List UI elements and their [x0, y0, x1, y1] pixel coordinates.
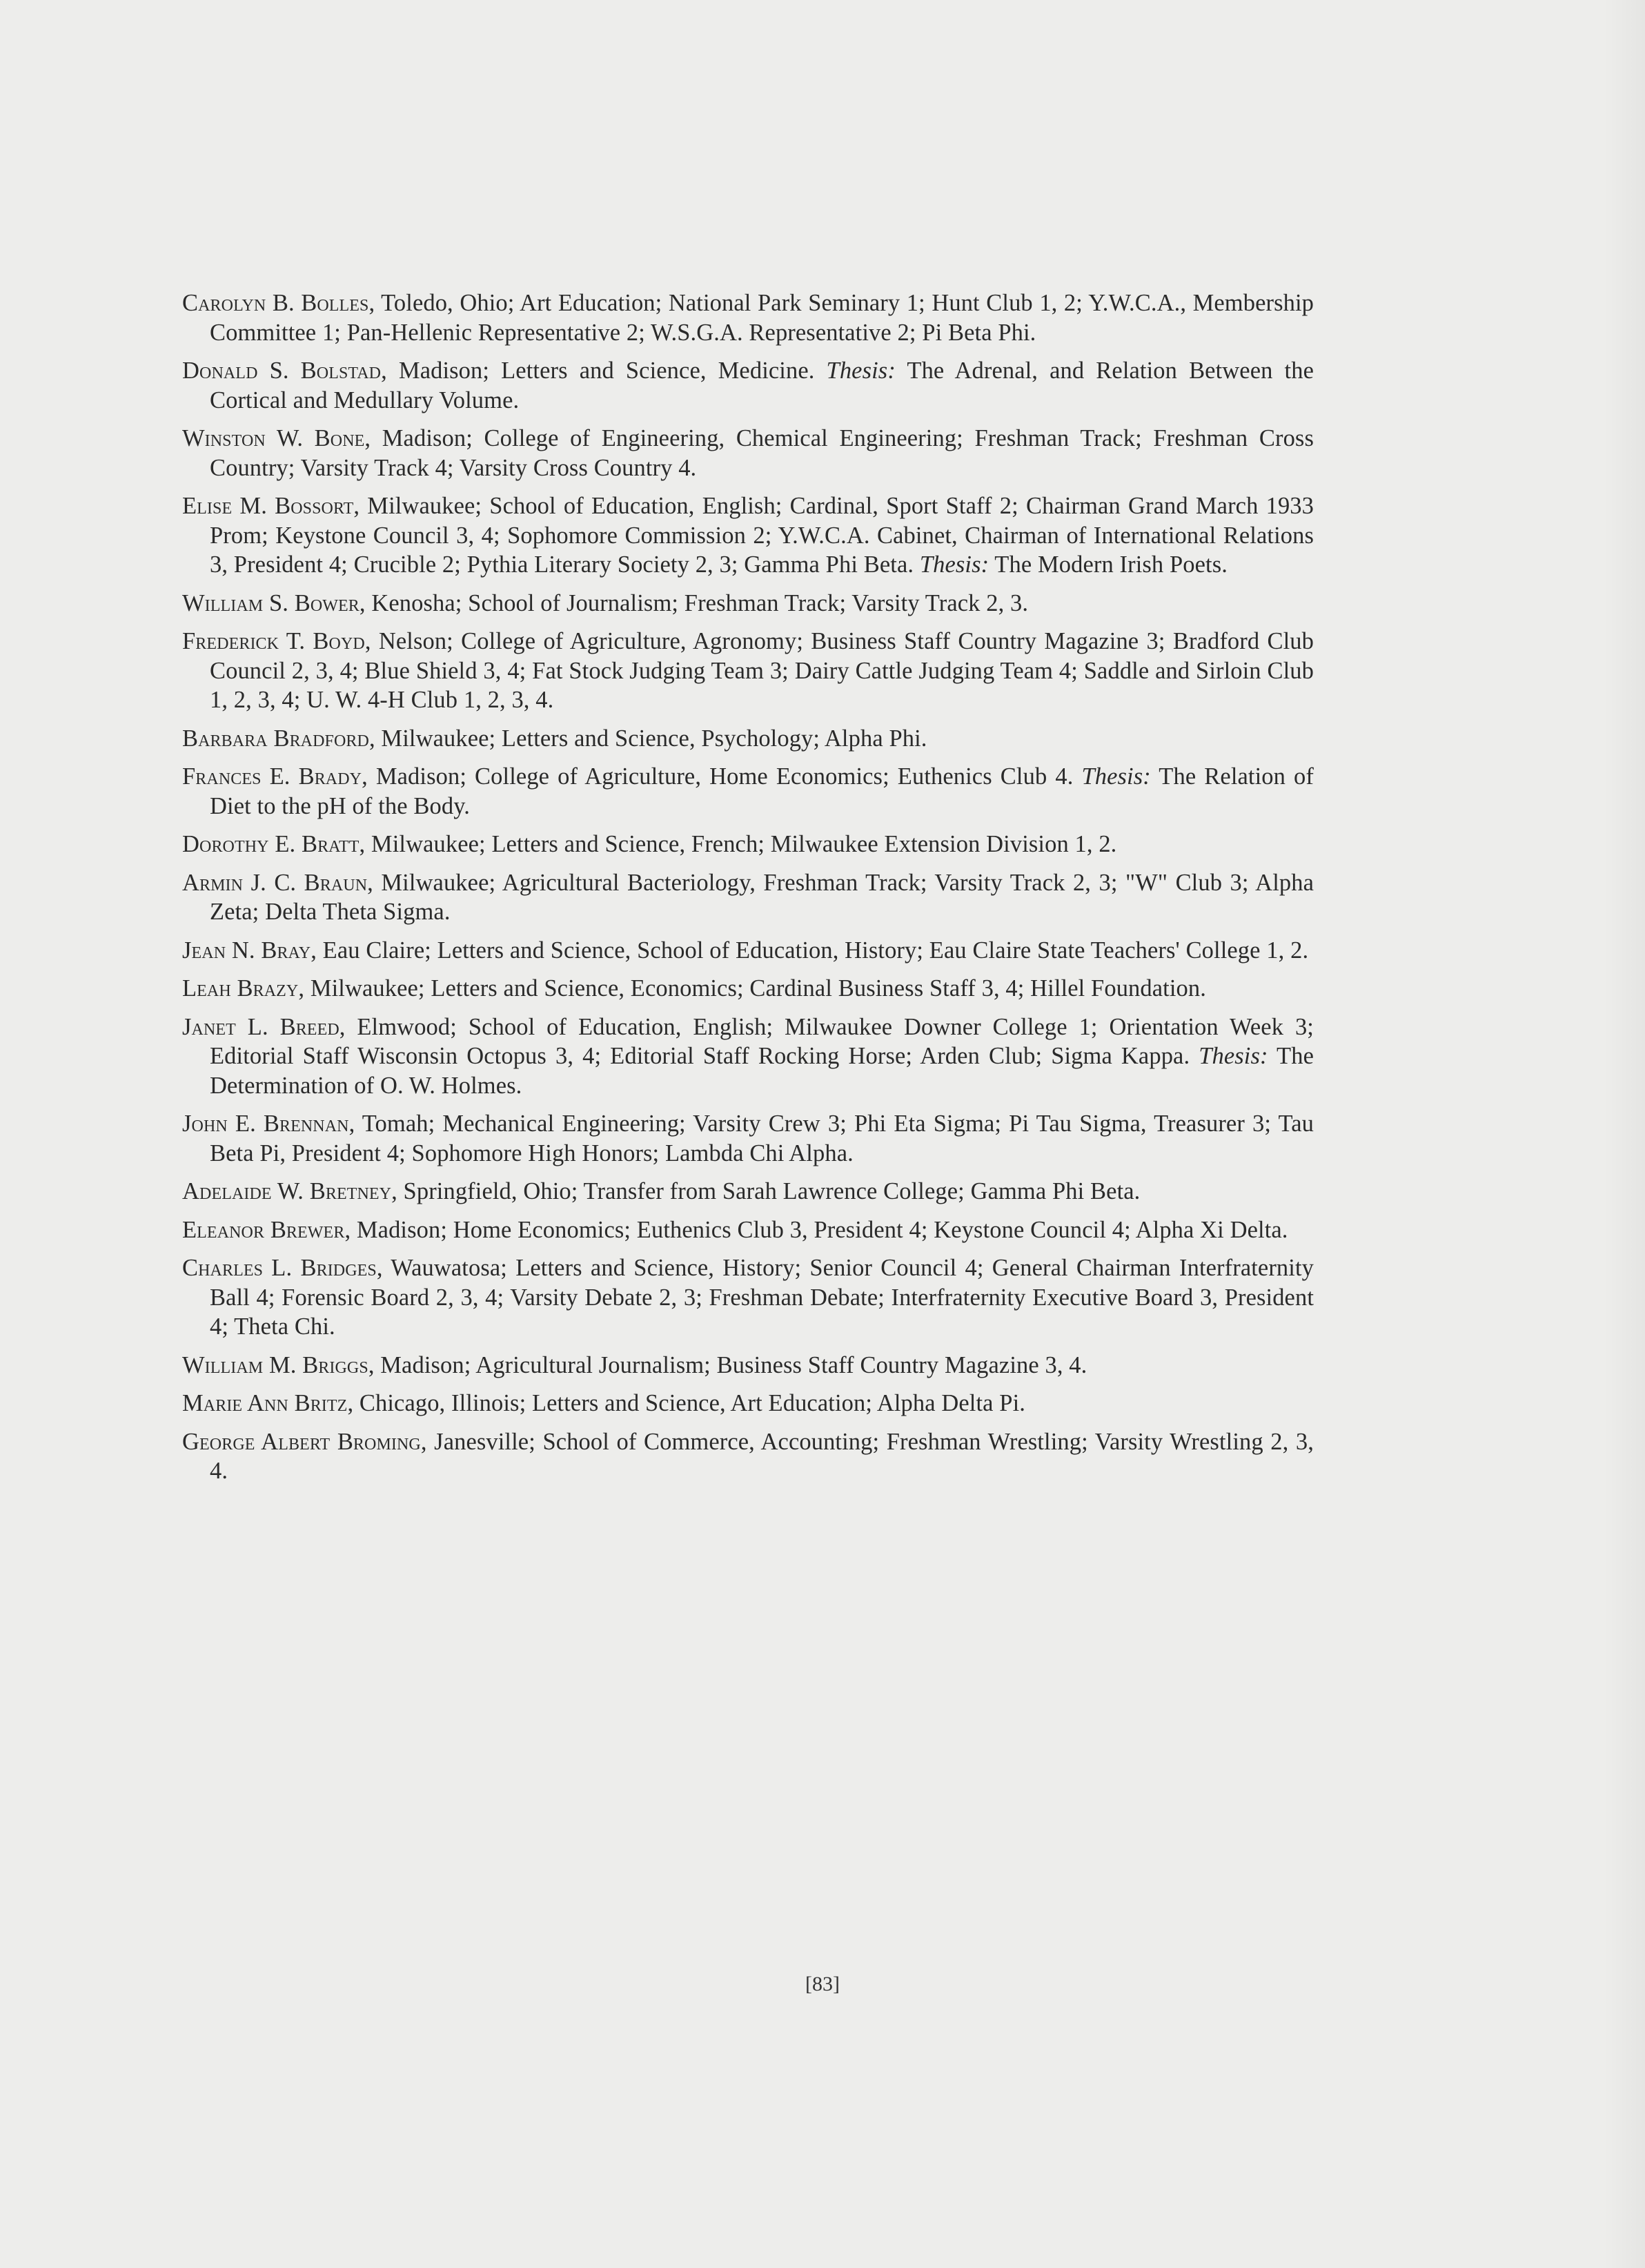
biography-entry	[182, 868, 1314, 927]
page-edge-shadow	[1604, 0, 1645, 2268]
student-name: Armin J. C. Braun	[182, 869, 368, 896]
biography-entry	[182, 1177, 1314, 1206]
thesis-title: The Determination of O. W. Holmes.	[210, 1043, 1314, 1099]
entry-text: , Springfield, Ohio; Transfer from Sarah Lawrence College; Gamma Phi Beta.	[391, 1178, 1141, 1204]
student-name: Frederick T. Boyd	[182, 628, 365, 654]
entry-text: , Toledo, Ohio; Art Education; National Park Seminary 1; Hunt Club 1, 2; Y.W.C.A., Membership Committee 1; Pan-Hellenic Representative 2; W.S.G.A. Representative 2; Pi Beta Phi.	[210, 290, 1314, 346]
student-name: George Albert Broming	[182, 1428, 421, 1455]
biography-entry	[182, 1427, 1314, 1486]
biography-entry	[182, 627, 1314, 715]
student-name: William S. Bower	[182, 589, 359, 616]
entry-text: , Elmwood; School of Education, English; Milwaukee Downer College 1; Orientation Week 3; Editorial Staff Wisconsin Octopus 3, 4; Editorial Staff Rocking Horse; Arden Club; Sigma Kappa.	[210, 1013, 1314, 1069]
entry-text: , Kenosha; School of Journalism; Freshman Track; Varsity Track 2, 3.	[359, 589, 1029, 616]
thesis-label: Thesis:	[919, 551, 989, 578]
biography-entry	[182, 762, 1314, 821]
biography-entry	[182, 491, 1314, 580]
entry-text: , Tomah; Mechanical Engineering; Varsity Crew 3; Phi Eta Sigma; Pi Tau Sigma, Treasurer 3; Tau Beta Pi, President 4; Sophomore High Honors; Lambda Chi Alpha.	[210, 1111, 1314, 1166]
page-number: [83]	[805, 1973, 840, 1995]
biography-entry	[182, 830, 1314, 859]
biography-entry	[182, 1253, 1314, 1342]
thesis-label: Thesis:	[1081, 763, 1151, 790]
entry-text: , Milwaukee; Letters and Science, Psychology; Alpha Phi.	[368, 725, 927, 752]
student-name: Eleanor Brewer	[182, 1216, 345, 1243]
biography-list	[182, 289, 1314, 1495]
entry-text: , Madison; Agricultural Journalism; Business Staff Country Magazine 3, 4.	[368, 1351, 1087, 1378]
thesis-label: Thesis:	[1199, 1043, 1268, 1069]
thesis-title: The Modern Irish Poets.	[989, 551, 1228, 578]
student-name: Leah Brazy	[182, 975, 299, 1001]
student-name: Donald S. Bolstad	[182, 358, 382, 384]
entry-text: , Eau Claire; Letters and Science, School of Education, History; Eau Claire State Teachers' College 1, 2.	[311, 937, 1309, 964]
entry-text: , Janesville; School of Commerce, Accounting; Freshman Wrestling; Varsity Wrestling 2, 3, 4.	[210, 1428, 1314, 1484]
thesis-label: Thesis:	[826, 358, 896, 384]
student-name: Winston W. Bone	[182, 425, 365, 451]
biography-entry	[182, 724, 1314, 754]
entry-text: , Madison; College of Engineering, Chemical Engineering; Freshman Track; Freshman Cross Country; Varsity Track 4; Varsity Cross Country 4.	[210, 425, 1314, 481]
student-name: Jean N. Bray	[182, 937, 311, 964]
biography-entry	[182, 1215, 1314, 1245]
biography-entry	[182, 1389, 1314, 1418]
entry-text: , Milwaukee; Agricultural Bacteriology, Freshman Track; Varsity Track 2, 3; "W" Club 3; Alpha Zeta; Delta Theta Sigma.	[210, 869, 1314, 925]
thesis-title: The Relation of Diet to the pH of the Body.	[210, 763, 1314, 819]
entry-text: , Nelson; College of Agriculture, Agronomy; Business Staff Country Magazine 3; Bradford Club Council 2, 3, 4; Blue Shield 3, 4; Fat Stock Judging Team 3; Dairy Cattle Judging Team 4; Saddle and Sirloin Club 1, 2, 3, 4; U. W. 4-H Club 1, 2, 3, 4.	[210, 628, 1314, 713]
student-name: Dorothy E. Bratt	[182, 831, 359, 857]
entry-text: , Milwaukee; School of Education, English; Cardinal, Sport Staff 2; Chairman Grand March 1933 Prom; Keystone Council 3, 4; Sophomore Commission 2; Y.W.C.A. Cabinet, Chairman of International Relations 3, President 4; Crucible 2; Pythia Literary Society 2, 3; Gamma Phi Beta.	[210, 493, 1314, 578]
biography-entry	[182, 936, 1314, 966]
student-name: Elise M. Bossort	[182, 493, 354, 519]
entry-text: , Milwaukee; Letters and Science, French; Milwaukee Extension Division 1, 2.	[359, 831, 1117, 857]
student-name: Adelaide W. Bretney	[182, 1178, 392, 1204]
biography-entry	[182, 1013, 1314, 1101]
biography-entry	[182, 974, 1314, 1004]
student-name: William M. Briggs	[182, 1351, 368, 1378]
entry-text: , Wauwatosa; Letters and Science, History; Senior Council 4; General Chairman Interfraternity Ball 4; Forensic Board 2, 3, 4; Varsity Debate 2, 3; Freshman Debate; Interfraternity Executive Board 3, President 4; Theta Chi.	[210, 1255, 1314, 1340]
thesis-title: The Adrenal, and Relation Between the Cortical and Medullary Volume.	[210, 358, 1314, 413]
biography-entry	[182, 1351, 1314, 1380]
entry-text: , Madison; Home Economics; Euthenics Club 3, President 4; Keystone Council 4; Alpha Xi Delta.	[344, 1216, 1288, 1243]
student-name: Barbara Bradford	[182, 725, 369, 752]
biography-entry	[182, 589, 1314, 618]
student-name: Carolyn B. Bolles	[182, 290, 369, 316]
student-name: Janet L. Breed	[182, 1013, 339, 1040]
student-name: Frances E. Brady	[182, 763, 362, 790]
entry-text: , Milwaukee; Letters and Science, Economics; Cardinal Business Staff 3, 4; Hillel Foundation.	[298, 975, 1206, 1001]
entry-text: , Madison; College of Agriculture, Home Economics; Euthenics Club 4.	[362, 763, 1082, 790]
biography-entry	[182, 424, 1314, 482]
student-name: Marie Ann Britz	[182, 1390, 348, 1416]
student-name: Charles L. Bridges	[182, 1255, 377, 1281]
entry-text: , Madison; Letters and Science, Medicine.	[381, 358, 827, 384]
biography-entry	[182, 289, 1314, 347]
biography-entry	[182, 356, 1314, 415]
student-name: John E. Brennan	[182, 1111, 349, 1137]
biography-entry	[182, 1109, 1314, 1168]
entry-text: , Chicago, Illinois; Letters and Science, Art Education; Alpha Delta Pi.	[347, 1390, 1026, 1416]
